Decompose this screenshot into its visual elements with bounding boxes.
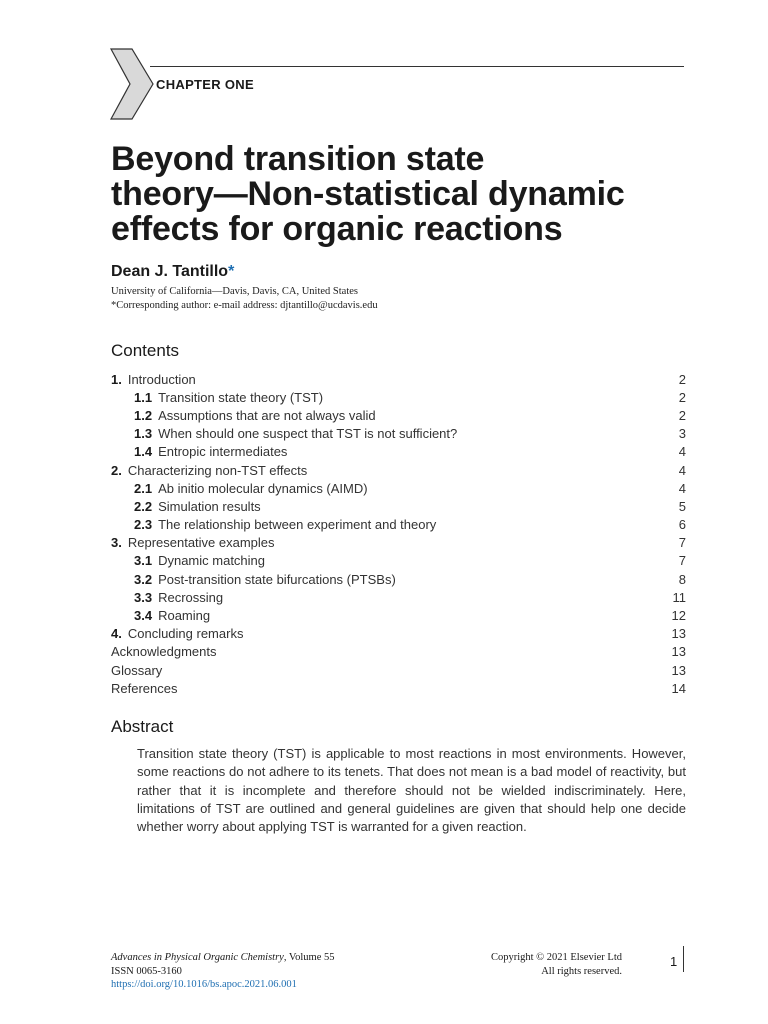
toc-item-page: 11: [672, 589, 686, 605]
title-line: effects for organic reactions: [111, 210, 563, 248]
toc-item-page: 2: [678, 407, 686, 423]
toc-item-title: Dynamic matching: [158, 553, 266, 569]
toc-item-title: Simulation results: [158, 498, 261, 514]
toc-item-page: 4: [678, 444, 686, 460]
toc-item[interactable]: [111, 425, 686, 443]
rights: All rights reserved.: [541, 965, 622, 977]
toc-item-number: 1.4: [134, 444, 153, 460]
toc-item-page: 14: [671, 680, 686, 696]
toc-item-page: 8: [678, 571, 686, 587]
toc-item-title: Roaming: [158, 608, 211, 624]
chapter-rule: [150, 66, 684, 67]
toc-item[interactable]: [111, 606, 686, 624]
chapter-arrow-icon: [110, 48, 154, 120]
toc-item-number: 2.: [111, 462, 122, 478]
journal-name: Advances in Physical Organic Chemistry: [111, 952, 284, 963]
toc-item-number: 2.3: [134, 517, 153, 533]
toc-item-title: Introduction: [127, 371, 196, 387]
toc-item-title: Representative examples: [127, 535, 275, 551]
page-number-rule: [683, 946, 684, 972]
title-line: Beyond transition state: [111, 140, 485, 178]
chapter-label: CHAPTER ONE: [156, 77, 254, 92]
toc-item[interactable]: [111, 552, 686, 570]
toc-item[interactable]: [111, 570, 686, 588]
toc-item-title: Transition state theory (TST): [158, 389, 324, 405]
toc-item-page: 4: [678, 480, 686, 496]
toc-item[interactable]: [111, 406, 686, 424]
toc-item-title: Acknowledgments: [111, 644, 217, 660]
toc-item[interactable]: [111, 443, 686, 461]
toc-item-number: 1.1: [134, 389, 153, 405]
toc-item-title: References: [111, 680, 178, 696]
title-line: theory—Non-statistical dynamic: [111, 175, 625, 213]
toc-item-number: 4.: [111, 626, 122, 642]
toc-item[interactable]: [111, 516, 686, 534]
toc-item[interactable]: [111, 461, 686, 479]
toc-item-page: 13: [671, 662, 686, 678]
toc-item[interactable]: [111, 661, 686, 679]
toc-item[interactable]: [111, 370, 686, 388]
footer-copyright: [420, 951, 622, 978]
table-of-contents: [111, 370, 686, 697]
toc-item-title: Glossary: [111, 662, 163, 678]
toc-item-number: 2.1: [134, 480, 153, 496]
toc-item-title: Ab initio molecular dynamics (AIMD): [158, 480, 368, 496]
toc-item-page: 7: [678, 535, 686, 551]
toc-item[interactable]: [111, 643, 686, 661]
toc-item-page: 2: [678, 371, 686, 387]
toc-item[interactable]: [111, 388, 686, 406]
abstract-text: Transition state theory (TST) is applicable to most reactions in most environments. However, some reactions do not adhere to its tenets. That does not mean is a bad model of reactivity, but rather that it is incomplete and therefore should not be wielded indiscriminately. Here, limitations of TST are outlined and general guidelines are given that should help one decide whether worry about applying TST is warranted for a given reaction.: [137, 746, 686, 835]
toc-item-number: 3.: [111, 535, 122, 551]
toc-item-page: 13: [671, 644, 686, 660]
toc-item-number: 2.2: [134, 498, 153, 514]
toc-item-page: 7: [678, 553, 686, 569]
toc-item-title: When should one suspect that TST is not sufficient?: [158, 426, 458, 442]
copyright: Copyright © 2021 Elsevier Ltd: [490, 952, 622, 963]
author-name: Dean J. Tantillo: [111, 263, 229, 280]
toc-item-title: Assumptions that are not always valid: [158, 407, 376, 423]
toc-item-number: 3.3: [134, 589, 153, 605]
abstract-heading: Abstract: [111, 717, 174, 736]
toc-item[interactable]: [111, 588, 686, 606]
affiliation: University of California—Davis, Davis, CA, United States: [111, 286, 359, 297]
author: [111, 263, 234, 281]
toc-item-page: 13: [671, 626, 686, 642]
issn: ISSN 0065-3160: [111, 965, 182, 977]
toc-item[interactable]: [111, 679, 686, 697]
page-number: 1: [670, 954, 678, 969]
toc-item-number: 3.1: [134, 553, 153, 569]
contents-heading: Contents: [111, 341, 180, 360]
journal-volume: , Volume 55: [283, 952, 335, 963]
toc-item-number: 1.: [111, 371, 122, 387]
toc-item[interactable]: [111, 479, 686, 497]
toc-item-title: Concluding remarks: [127, 626, 244, 642]
toc-item-number: 1.2: [134, 407, 153, 423]
chapter-title: [111, 142, 701, 247]
toc-item-page: 12: [671, 608, 686, 624]
toc-item-title: Entropic intermediates: [158, 444, 288, 460]
correspondence: *Corresponding author: e-mail address: djtantillo@ucdavis.edu: [111, 300, 378, 311]
toc-item-page: 4: [678, 462, 686, 478]
toc-item-number: 3.2: [134, 571, 153, 587]
toc-item-number: 1.3: [134, 426, 153, 442]
toc-item[interactable]: [111, 534, 686, 552]
toc-item-number: 3.4: [134, 608, 153, 624]
toc-item-title: Characterizing non-TST effects: [127, 462, 308, 478]
toc-item-title: Post-transition state bifurcations (PTSBs): [158, 571, 396, 587]
toc-item-title: The relationship between experiment and theory: [158, 517, 437, 533]
toc-item-title: Recrossing: [158, 589, 224, 605]
toc-item-page: 3: [678, 426, 686, 442]
toc-item[interactable]: [111, 625, 686, 643]
footer-citation: [111, 951, 335, 992]
doi-link[interactable]: https://doi.org/10.1016/bs.apoc.2021.06.001: [111, 979, 297, 990]
toc-item[interactable]: [111, 497, 686, 515]
toc-item-page: 5: [678, 498, 686, 514]
toc-item-page: 2: [678, 389, 686, 405]
toc-item-page: 6: [678, 517, 686, 533]
corresponding-marker[interactable]: *: [228, 263, 235, 280]
